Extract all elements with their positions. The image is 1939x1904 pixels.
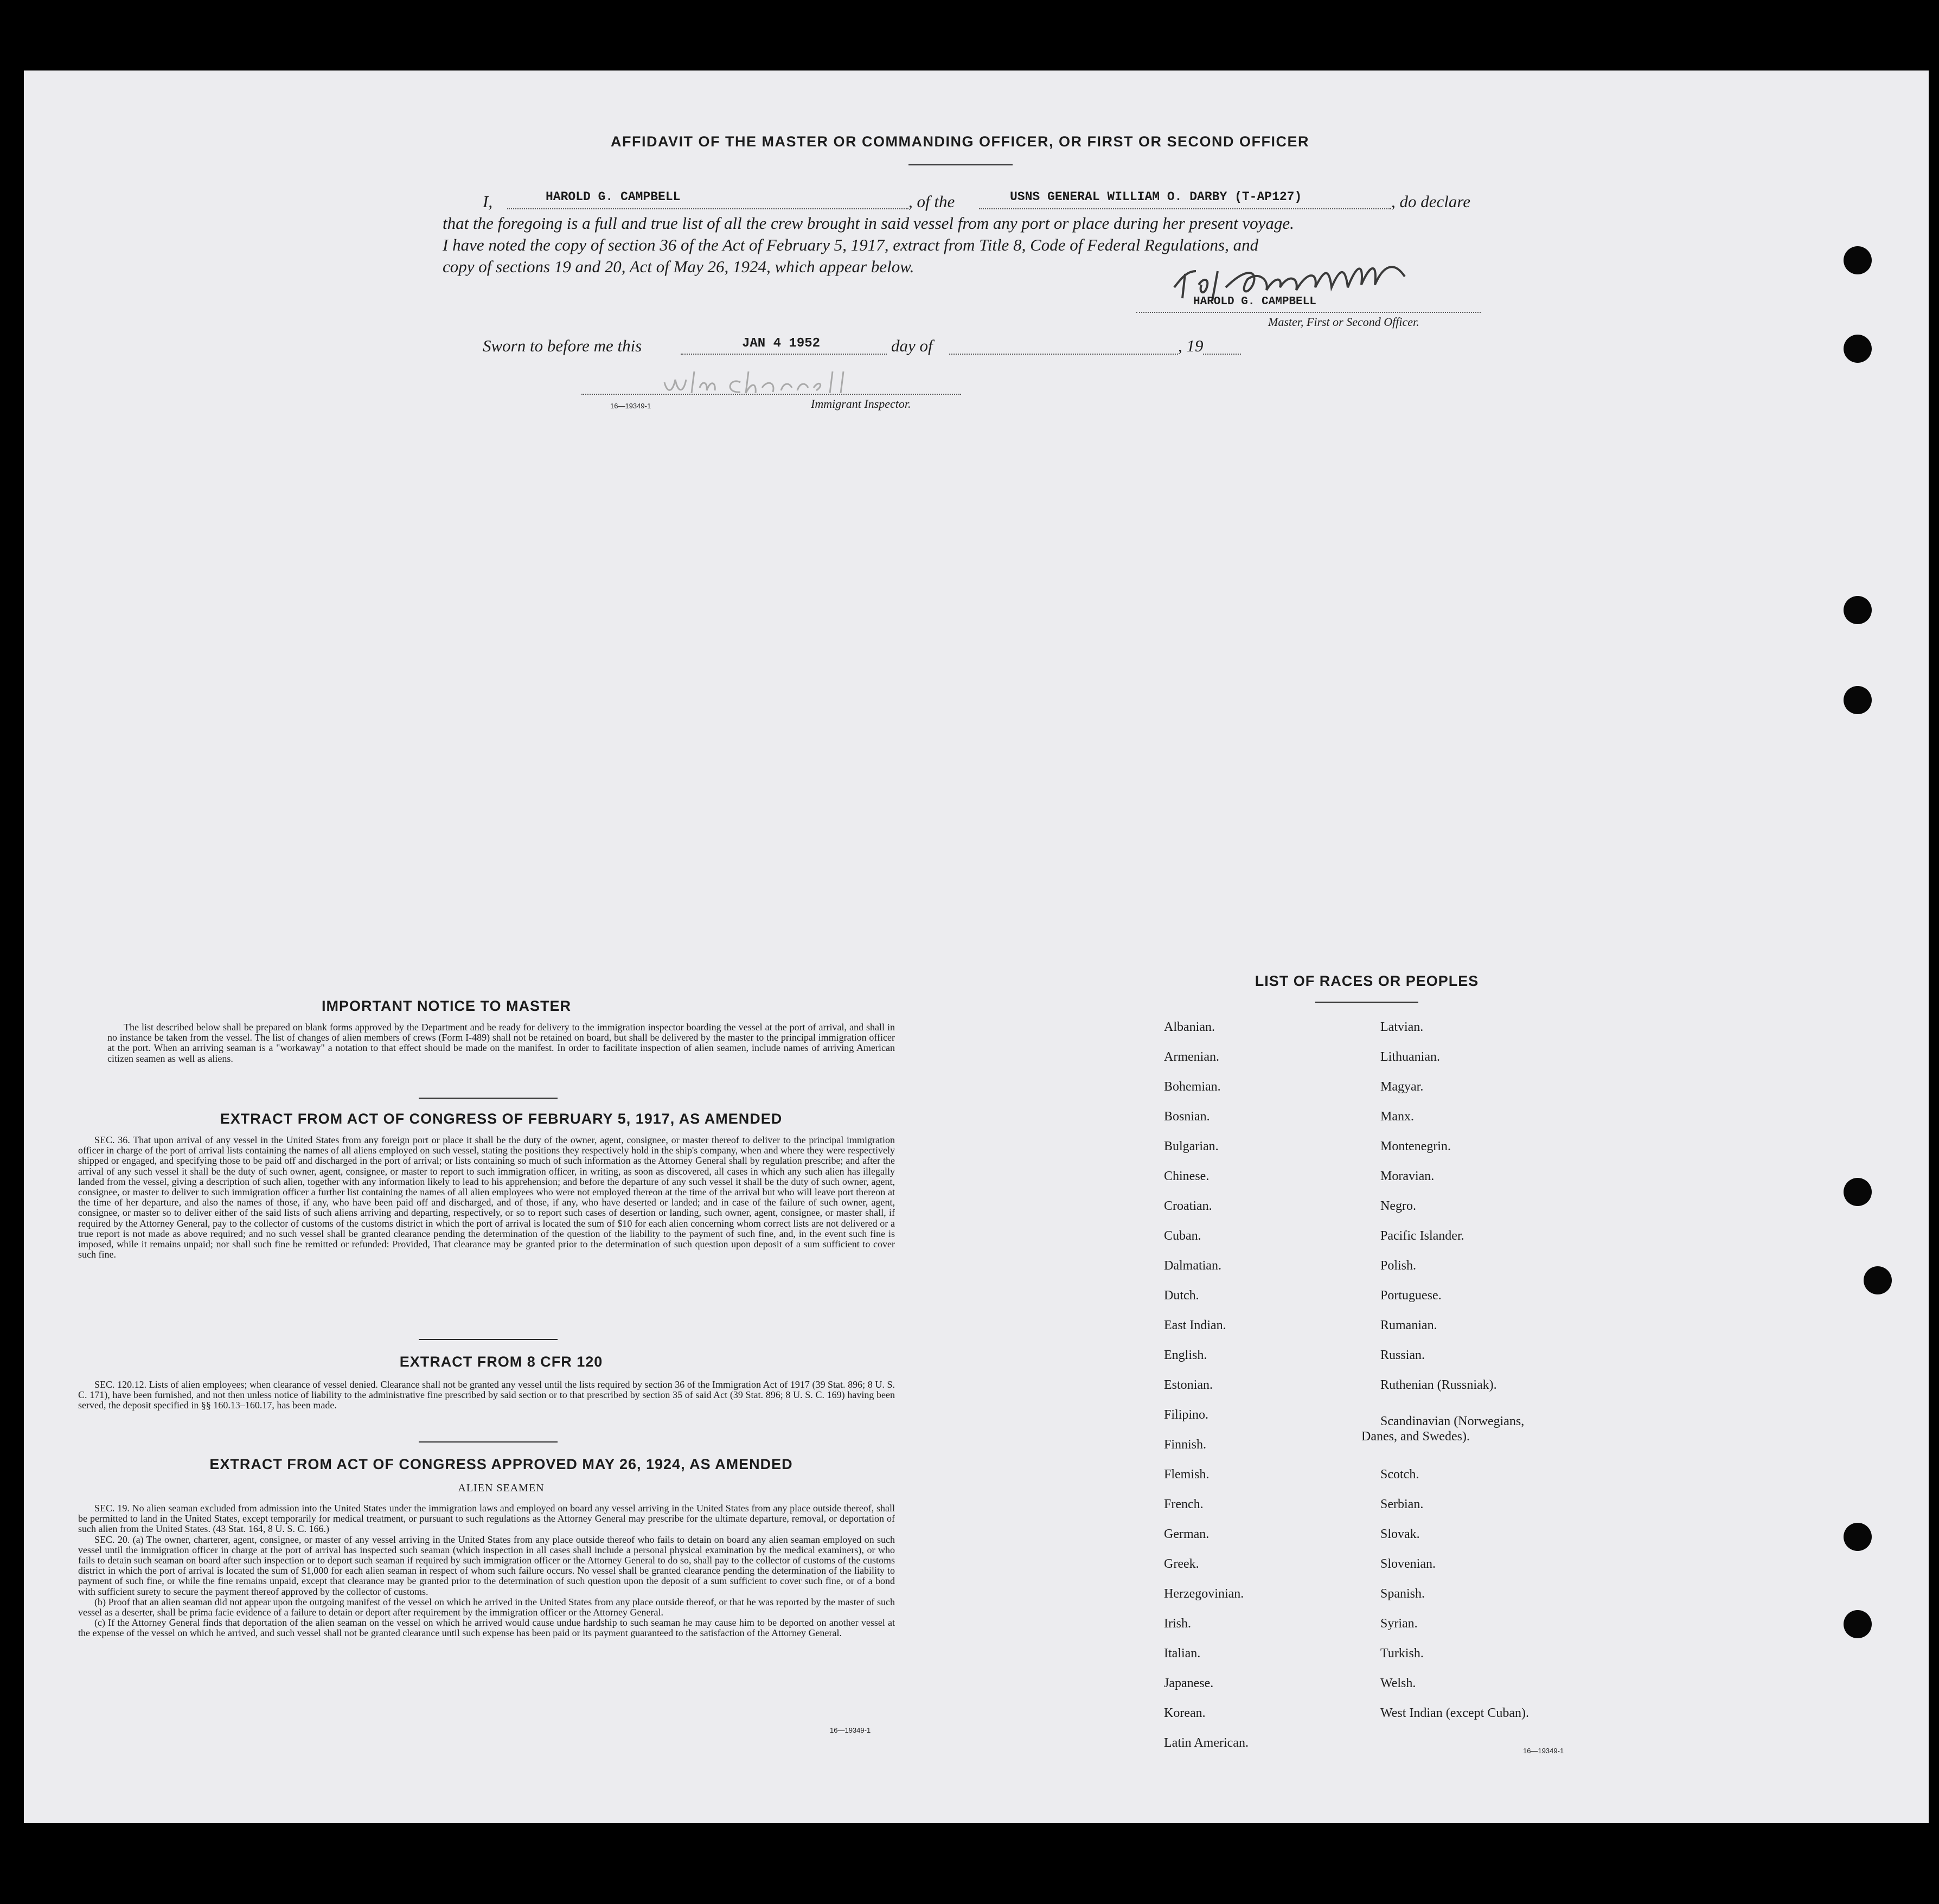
punch-hole: [1844, 686, 1872, 714]
do-declare-label: , do declare: [1391, 192, 1471, 211]
race-item: German.: [1164, 1527, 1210, 1541]
sec-36-paragraph: SEC. 36. That upon arrival of any vessel in the United States from any foreign port or place it shall be the duty of the owner, agent, consignee, or master thereof to deliver to the principal immigration officer in charge of the port of arrival lists containing the names of all aliens employed on such vessel, stating the positions they respectively hold in the ship's company, when and where they were respectively shipped or engaged, and specifying those to be paid off and discharged in the port of arrival; or lists containing so much of such information as the Attorney General shall by regulation prescribe; and after the arrival of any such vessel it shall be the duty of such owner, agent, consignee, or master to report to such immigration officer, in writing, as soon as discovered, all cases in which any such alien has illegally landed from the vessel, giving a description of such alien, together with any information likely to lead to his apprehension; and before the departure of any such vessel it shall be the duty of such owner, agent, consignee, or master to deliver to such immigration officer a further list containing the names of all alien employees who were not employed thereon at the time of the arrival but who will leave port thereon at the time of her departure, and also the names of those, if any, who have been paid off and discharged, and of those, if any, who have deserted or landed; and in case of the failure of such owner, agent, consignee, or master so to deliver either of the said lists of such aliens arriving and departing, respectively, or so to report such cases of desertion or landing, such owner, agent, consignee, or master shall, if required by the Attorney General, pay to the collector of customs of the customs district in which the port of arrival is located the sum of $10 for each alien concerning whom correct lists are not delivered or a true report is not made as above required; and no such vessel shall be granted clearance pending the determination of the question of the liability to the payment of such fine, and, in the event such fine is imposed, while it remains unpaid; nor shall such fine be remitted or refunded: Provided, That clearance may be granted prior to the determination of such question upon deposit of a sum sufficient to cover such fine.: [78, 1134, 895, 1260]
race-item: Bohemian.: [1164, 1080, 1221, 1094]
race-item: Filipino.: [1164, 1408, 1209, 1422]
race-item: Ruthenian (Russniak).: [1380, 1378, 1497, 1392]
race-item: Italian.: [1164, 1646, 1201, 1661]
divider: [419, 1441, 558, 1443]
sworn-date-line: [681, 354, 887, 355]
extract-1924-title: EXTRACT FROM ACT OF CONGRESS APPROVED MAY 26, 1924, AS AMENDED: [209, 1456, 793, 1472]
race-item: Scotch.: [1380, 1467, 1419, 1482]
of-the-label: , of the: [908, 192, 955, 211]
inspector-caption: Immigrant Inspector.: [811, 397, 911, 411]
alien-seamen-subtitle: ALIEN SEAMEN: [458, 1482, 545, 1494]
declaration-line-4: copy of sections 19 and 20, Act of May 26, 1924, which appear below.: [443, 257, 914, 276]
divider: [419, 1339, 558, 1340]
race-item: Scandinavian (Norwegians,: [1380, 1414, 1525, 1428]
race-item: Japanese.: [1164, 1676, 1214, 1690]
punch-hole: [1844, 1610, 1872, 1638]
month-line: [949, 354, 1178, 355]
race-item: Manx.: [1380, 1110, 1414, 1124]
race-item: Spanish.: [1380, 1587, 1425, 1601]
divider: [419, 1098, 558, 1099]
race-item: Dalmatian.: [1164, 1259, 1221, 1273]
sworn-label: Sworn to before me this: [483, 336, 642, 355]
master-name-line: [507, 208, 908, 209]
form-number-affidavit: 16—19349-1: [610, 402, 651, 410]
race-item: Lithuanian.: [1380, 1050, 1440, 1064]
race-item: Armenian.: [1164, 1050, 1219, 1064]
form-number-races: 16—19349-1: [1523, 1747, 1564, 1755]
declaration-line-3: I have noted the copy of section 36 of the Act of February 5, 1917, extract from Title 8, Code of Federal Regulations, and: [443, 235, 1259, 254]
race-item: Croatian.: [1164, 1199, 1212, 1213]
race-item: French.: [1164, 1497, 1204, 1511]
race-item: West Indian (except Cuban).: [1380, 1706, 1529, 1720]
inspector-line: [581, 394, 961, 395]
extract-1917-text: [78, 1135, 895, 1260]
notice-paragraph: The list described below shall be prepared on blank forms approved by the Department and be ready for delivery to the immigration inspector boarding the vessel at the port of arrival, and shall in no instance be taken from the vessel. The list of changes of alien members of crews (Form I-489) shall not be retained on board, but shall be delivered by the master to the principal immigration officer at the port. When an arriving seaman is a "workaway" a notation to that effect should be made on the manifest. In order to facilitate inspection of alien seamen, include names of arriving American citizen seamen as well as aliens.: [107, 1022, 895, 1064]
race-item: Rumanian.: [1380, 1318, 1437, 1332]
punch-hole: [1844, 246, 1872, 274]
race-item: Portuguese.: [1380, 1288, 1442, 1303]
extract-cfr-title: EXTRACT FROM 8 CFR 120: [399, 1354, 603, 1370]
race-item: Irish.: [1164, 1617, 1191, 1631]
sec-19-paragraph: SEC. 19. No alien seaman excluded from admission into the United States under the immigration laws and employed on board any vessel arriving in the United States from any place outside thereof, shall be permitted to land in the United States, except temporarily for medical treatment, or pursuant to such regulations as the Attorney General may prescribe for the ultimate departure, removal, or deportation of such alien from the United States. (43 Stat. 164, 8 U. S. C. 166.): [78, 1503, 895, 1535]
master-signature-typed: HAROLD G. CAMPBELL: [1193, 296, 1316, 308]
race-item: Herzegovinian.: [1164, 1587, 1244, 1601]
race-item: Pacific Islander.: [1380, 1229, 1464, 1243]
sec-120-12-paragraph: SEC. 120.12. Lists of alien employees; when clearance of vessel denied. Clearance shall not be granted any vessel until the lists required by section 36 of the Immigration Act of 1917 (39 Stat. 896; 8 U. S. C. 171), have been furnished, and not then unless notice of liability to the administrative fine prescribed by said section or to that prescribed by section 35 of said Act (39 Stat. 896; 8 U. S. C. 169) having been served, the deposit specified in §§ 160.13–160.17, has been made.: [78, 1379, 895, 1411]
day-of-label: day of: [891, 336, 933, 355]
extract-cfr-text: [78, 1380, 895, 1411]
signature-caption: Master, First or Second Officer.: [1268, 315, 1419, 329]
race-item: Negro.: [1380, 1199, 1416, 1213]
race-item: Slovak.: [1380, 1527, 1420, 1541]
race-item: Cuban.: [1164, 1229, 1201, 1243]
punch-hole: [1844, 1178, 1872, 1206]
master-name-field: HAROLD G. CAMPBELL: [546, 190, 681, 204]
race-item: Russian.: [1380, 1348, 1425, 1362]
affidavit-title: AFFIDAVIT OF THE MASTER OR COMMANDING OFFICER, OR FIRST OR SECOND OFFICER: [611, 133, 1309, 150]
punch-hole: [1864, 1266, 1892, 1294]
race-item: Greek.: [1164, 1557, 1199, 1571]
race-item: Flemish.: [1164, 1467, 1210, 1482]
race-item: Korean.: [1164, 1706, 1206, 1720]
race-item: Magyar.: [1380, 1080, 1424, 1094]
signature-line: [1136, 312, 1481, 313]
year-line: [1203, 354, 1241, 355]
race-item: Danes, and Swedes).: [1361, 1429, 1470, 1444]
sworn-date-field: JAN 4 1952: [742, 336, 821, 351]
race-item: Chinese.: [1164, 1169, 1210, 1183]
notice-title: IMPORTANT NOTICE TO MASTER: [322, 998, 571, 1014]
races-title: LIST OF RACES OR PEOPLES: [1255, 973, 1479, 989]
race-item: Estonian.: [1164, 1378, 1213, 1392]
title-divider: [908, 164, 1013, 165]
notice-text: [107, 1022, 895, 1064]
vessel-line: [979, 208, 1391, 209]
race-item: Bulgarian.: [1164, 1139, 1219, 1153]
race-item: Latin American.: [1164, 1736, 1249, 1750]
punch-hole: [1844, 596, 1872, 624]
race-item: Polish.: [1380, 1259, 1417, 1273]
punch-hole: [1844, 335, 1872, 363]
races-divider: [1315, 1002, 1418, 1003]
extract-1924-text: [78, 1503, 895, 1639]
i-label: I,: [483, 192, 493, 211]
sec-20a-paragraph: SEC. 20. (a) The owner, charterer, agent, consignee, or master of any vessel arriving in the United States from any place outside thereof who fails to detain on board any alien seaman employed on such vessel until the immigration officer in charge at the port of arrival has inspected such seaman (which inspection in all cases shall include a personal physical examination by the medical examiners), or who fails to detain such seaman on board after such inspection or to deport such seaman if required by such immigration officer or the Attorney General to do so, shall pay to the collector of customs of the customs district in which the port of arrival is located the sum of $1,000 for each alien seaman in respect of whom such failure occurs. No vessel shall be granted clearance pending the determination of the liability to payment of such fine, or while the fine remains unpaid, except that clearance may be granted prior to the determination of such question upon the deposit of a sum sufficient to cover such fine, or of a bond with sufficient surety to secure the payment thereof approved by the collector of customs.: [78, 1534, 895, 1597]
extract-1917-title: EXTRACT FROM ACT OF CONGRESS OF FEBRUARY 5, 1917, AS AMENDED: [220, 1111, 783, 1127]
race-item: Finnish.: [1164, 1438, 1207, 1452]
race-item: Slovenian.: [1380, 1557, 1436, 1571]
race-item: Latvian.: [1380, 1020, 1424, 1034]
year-prefix: , 19: [1178, 336, 1204, 355]
sec-20b-paragraph: (b) Proof that an alien seaman did not appear upon the outgoing manifest of the vessel on which he arrived in the United States from any place outside thereof, or that he was reported by the master of such vessel as a deserter, shall be prima facie evidence of a failure to detain or deport after requirement by the immigration officer or the Attorney General.: [78, 1596, 895, 1618]
race-item: East Indian.: [1164, 1318, 1226, 1332]
race-item: Montenegrin.: [1380, 1139, 1451, 1153]
race-item: English.: [1164, 1348, 1207, 1362]
race-item: Bosnian.: [1164, 1110, 1210, 1124]
race-item: Welsh.: [1380, 1676, 1416, 1690]
declaration-line-2: that the foregoing is a full and true list of all the crew brought in said vessel from any port or place during her present voyage.: [443, 214, 1294, 233]
race-item: Syrian.: [1380, 1617, 1418, 1631]
race-item: Dutch.: [1164, 1288, 1199, 1303]
race-item: Albanian.: [1164, 1020, 1215, 1034]
punch-hole: [1844, 1523, 1872, 1551]
race-item: Turkish.: [1380, 1646, 1424, 1661]
vessel-field: USNS GENERAL WILLIAM O. DARBY (T-AP127): [1010, 190, 1302, 204]
sec-20c-paragraph: (c) If the Attorney General finds that deportation of the alien seaman on the vessel on which he arrived would cause undue hardship to such seaman he may cause him to be deported on another vessel at the expense of the vessel on which he arrived, and such vessel shall not be granted clearance until such expense has been paid or its payment guaranteed to the satisfaction of the Attorney General.: [78, 1617, 895, 1639]
form-number-extract: 16—19349-1: [830, 1726, 871, 1734]
race-item: Moravian.: [1380, 1169, 1435, 1183]
race-item: Serbian.: [1380, 1497, 1424, 1511]
